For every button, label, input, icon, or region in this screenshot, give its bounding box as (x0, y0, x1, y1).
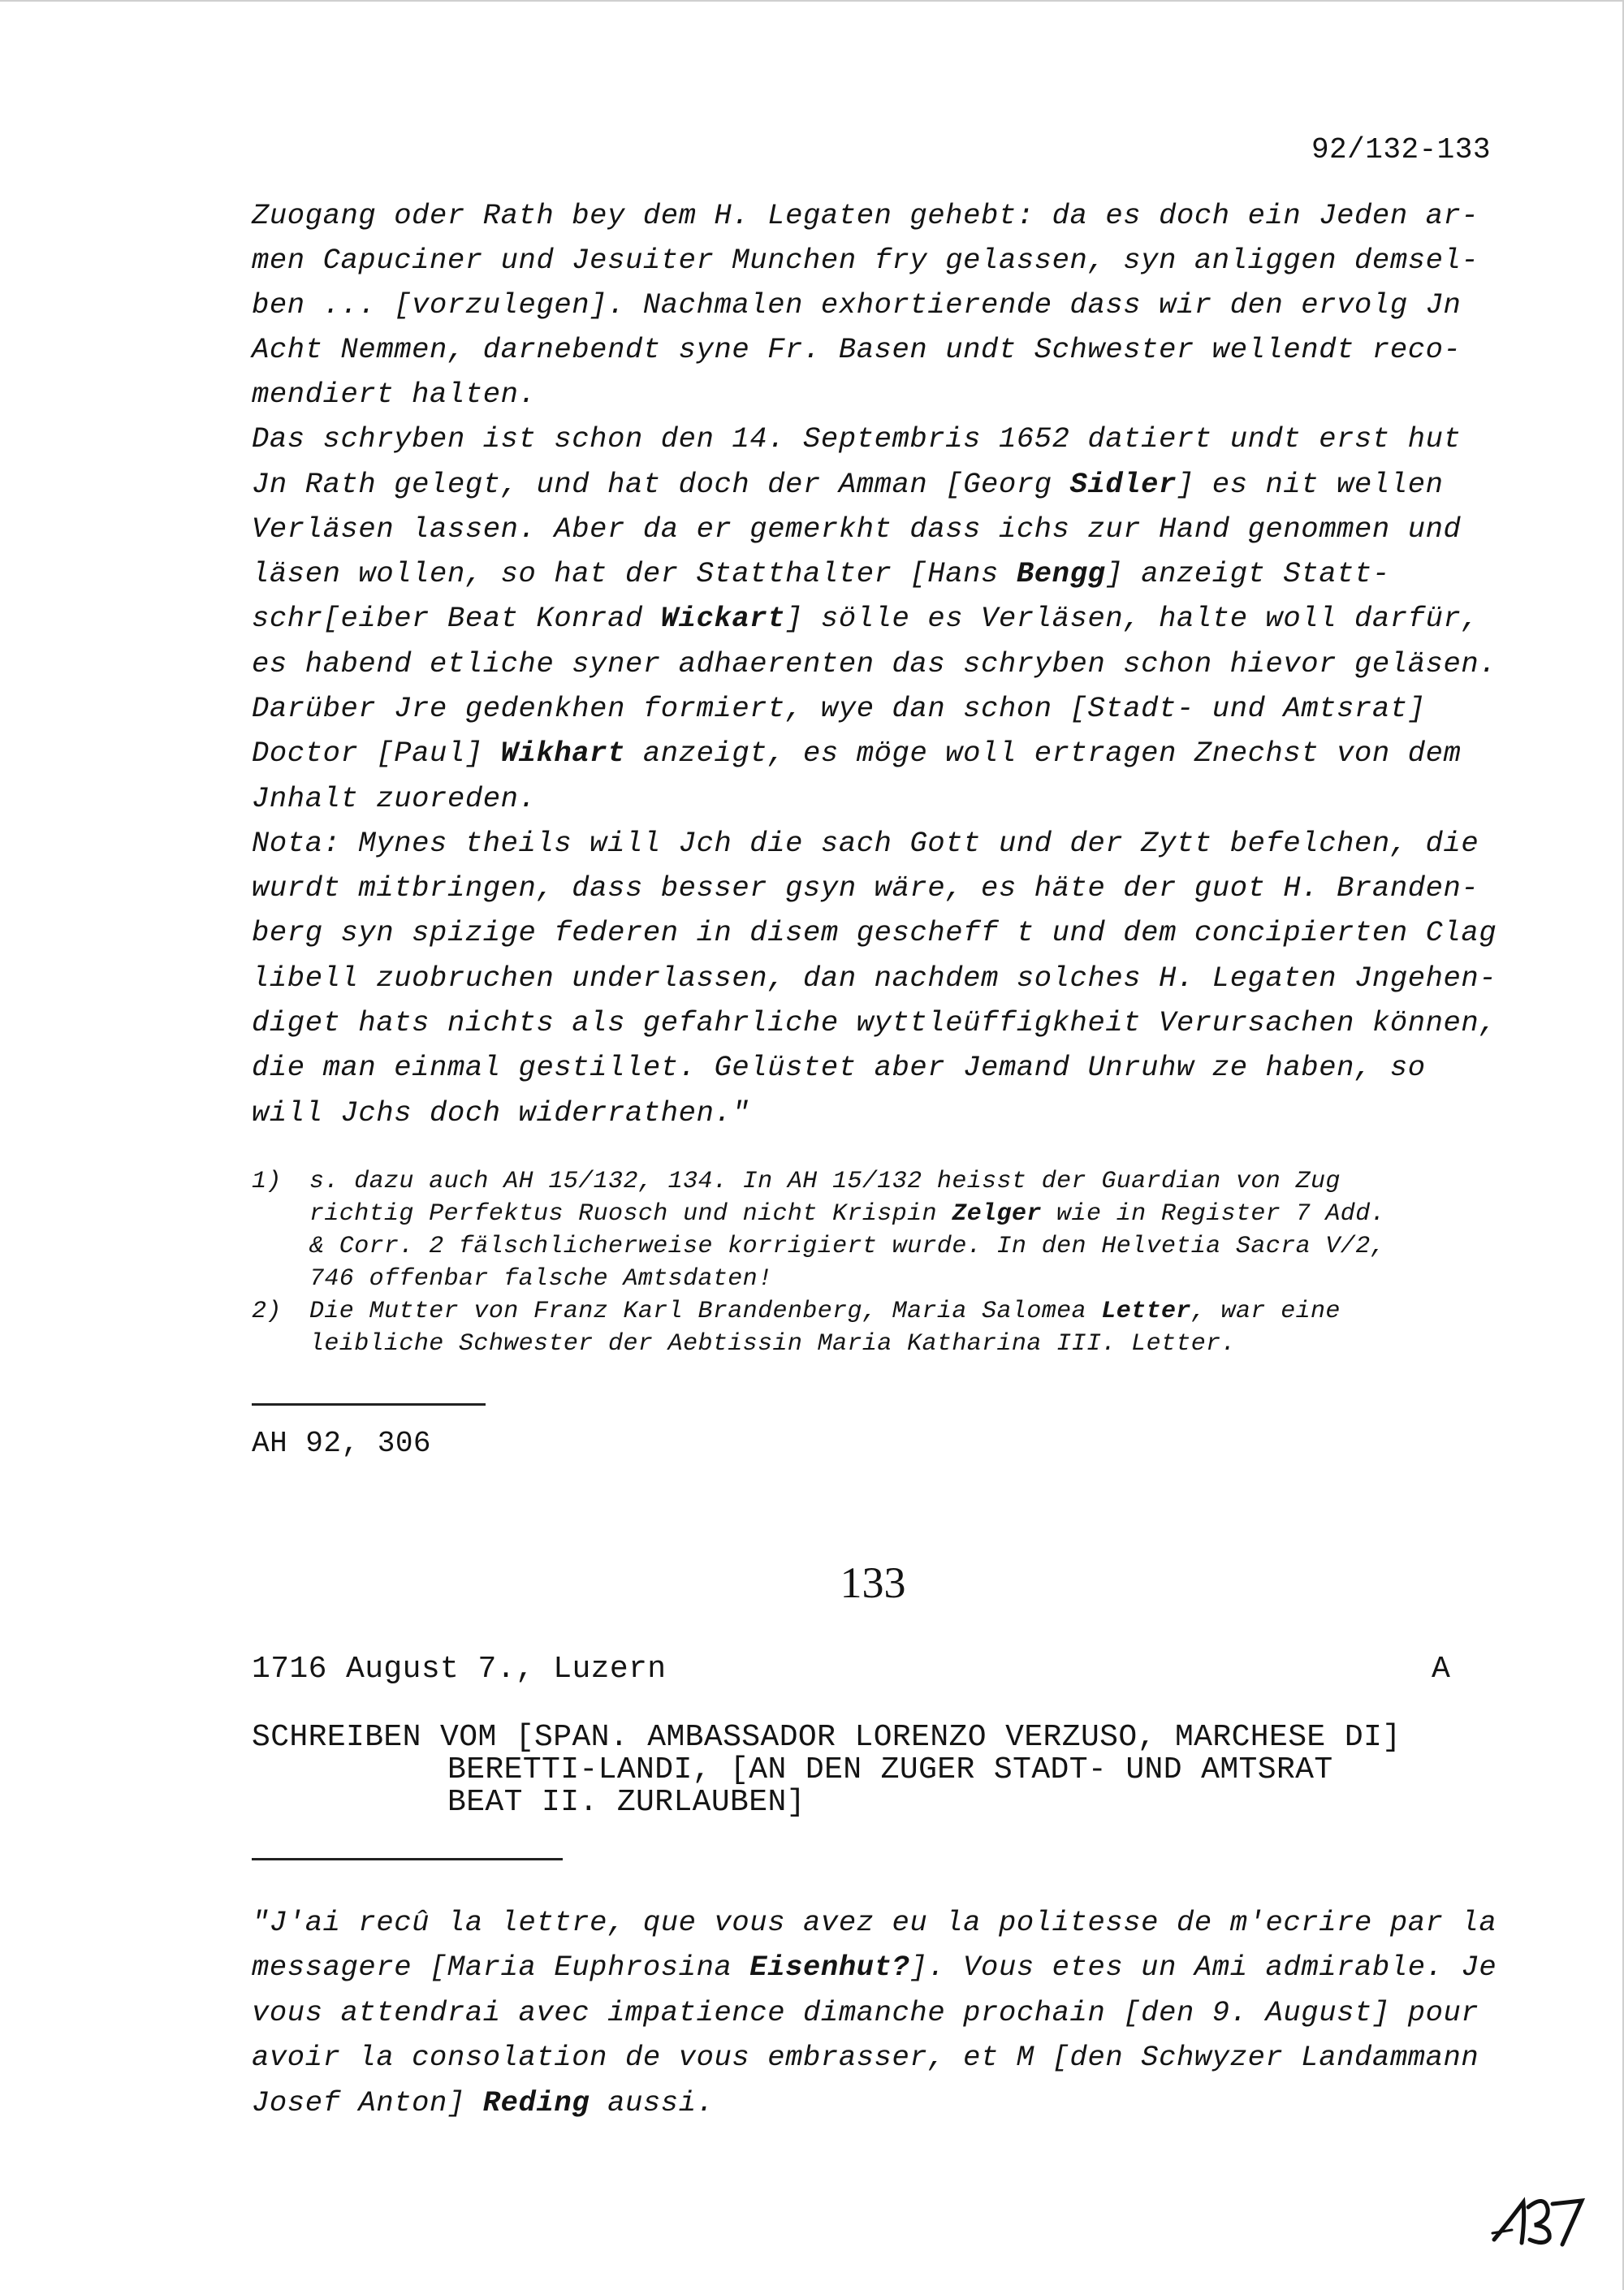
text-line: ben ... [vorzulegen]. Nachmalen exhortierende dass wir den ervolg Jn (252, 288, 1462, 322)
text-line: Zuogang oder Rath bey dem H. Legaten gehebt: da es doch ein Jeden ar- (252, 199, 1479, 232)
footnote-line: Die Mutter von Franz Karl Brandenberg, Maria Salomea Letter, war eine (309, 1298, 1341, 1325)
text-line: mendiert halten. (252, 378, 537, 411)
text-line: diget hats nichts als gefahrliche wyttleüffigkheit Verursachen können, (252, 1006, 1497, 1039)
text-line: libell zuobruchen underlassen, dan nachdem solches H. Legaten Jngehen- (252, 961, 1497, 995)
footnote-line: richtig Perfektus Ruosch und nicht Krispin Zelger wie in Register 7 Add. (309, 1200, 1386, 1228)
text-line: Acht Nemmen, darnebendt syne Fr. Basen undt Schwester wellendt reco- (252, 333, 1462, 366)
text-line: Josef Anton] Reding aussi. (252, 2086, 715, 2119)
document-number: 133 (840, 1558, 906, 1607)
footnote-line: s. dazu auch AH 15/132, 134. In AH 15/132 heisst der Guardian von Zug (309, 1168, 1341, 1195)
text-line: Das schryben ist schon den 14. Septembris 1652 datiert undt erst hut (252, 422, 1462, 456)
document-heading-line: SCHREIBEN VOM [SPAN. AMBASSADOR LORENZO VERZUSO, MARCHESE DI] (252, 1720, 1402, 1755)
text-line: wurdt mitbringen, dass besser gsyn wäre, es häte der guot H. Branden- (252, 871, 1479, 905)
text-line: Doctor [Paul] Wikhart anzeigt, es möge woll ertragen Znechst von dem (252, 737, 1462, 770)
text-line: Darüber Jre gedenkhen formiert, wye dan schon [Stadt- und Amtsrat] (252, 692, 1426, 725)
text-line: avoir la consolation de vous embrasser, et M [den Schwyzer Landammann (252, 2041, 1479, 2074)
text-line: berg syn spizige federen in disem gescheff t und dem concipierten Clag (252, 916, 1497, 949)
date-place: 1716 August 7., Luzern (252, 1652, 667, 1687)
footnote-line: 746 offenbar falsche Amtsdaten! (309, 1265, 773, 1293)
text-line: die man einmal gestillet. Gelüstet aber Jemand Unruhw ze haben, so (252, 1051, 1426, 1084)
footnote-line: & Corr. 2 fälschlicherweise korrigiert wurde. In den Helvetia Sacra V/2, (309, 1233, 1386, 1260)
footnote-number: 2) (252, 1298, 282, 1325)
text-line: läsen wollen, so hat der Statthalter [Hans Bengg] anzeigt Statt- (252, 557, 1390, 590)
text-line: messagere [Maria Euphrosina Eisenhut?]. Vous etes un Ami admirable. Je (252, 1951, 1497, 1984)
text-line: es habend etliche syner adhaerenten das schryben schon hievor geläsen. (252, 647, 1497, 681)
text-line: Jn Rath gelegt, und hat doch der Amman [Georg Sidler] es nit wellen (252, 468, 1444, 501)
text-line: schr[eiber Beat Konrad Wickart] sölle es Verläsen, halte woll darfür, (252, 602, 1479, 635)
document-heading-line: BEAT II. ZURLAUBEN] (447, 1785, 806, 1820)
text-line: vous attendrai avec impatience dimanche prochain [den 9. August] pour (252, 1996, 1479, 2029)
section-rule (252, 1403, 486, 1406)
footnote-number: 1) (252, 1168, 282, 1195)
document-heading-line: BERETTI-LANDI, [AN DEN ZUGER STADT- UND AMTSRAT (447, 1752, 1333, 1787)
text-line: Nota: Mynes theils will Jch die sach Gott und der Zytt befelchen, die (252, 827, 1479, 860)
heading-rule (252, 1858, 563, 1860)
text-line: "J'ai recû la lettre, que vous avez eu la politesse de m'ecrire par la (252, 1906, 1497, 1939)
text-line: men Capuciner und Jesuiter Munchen fry gelassen, syn anliggen demsel- (252, 244, 1479, 277)
footnote-line: leibliche Schwester der Aebtissin Maria Katharina III. Letter. (309, 1330, 1236, 1358)
text-line: will Jchs doch widerrathen." (252, 1096, 750, 1130)
document-type-marker: A (1432, 1652, 1450, 1687)
source-citation: AH 92, 306 (252, 1427, 432, 1460)
text-line: Verläsen lassen. Aber da er gemerkht dass ichs zur Hand genommen und (252, 512, 1462, 546)
handwritten-folio-mark (1491, 2183, 1588, 2248)
page-reference: 92/132-133 (1311, 133, 1491, 166)
text-line: Jnhalt zuoreden. (252, 782, 537, 815)
